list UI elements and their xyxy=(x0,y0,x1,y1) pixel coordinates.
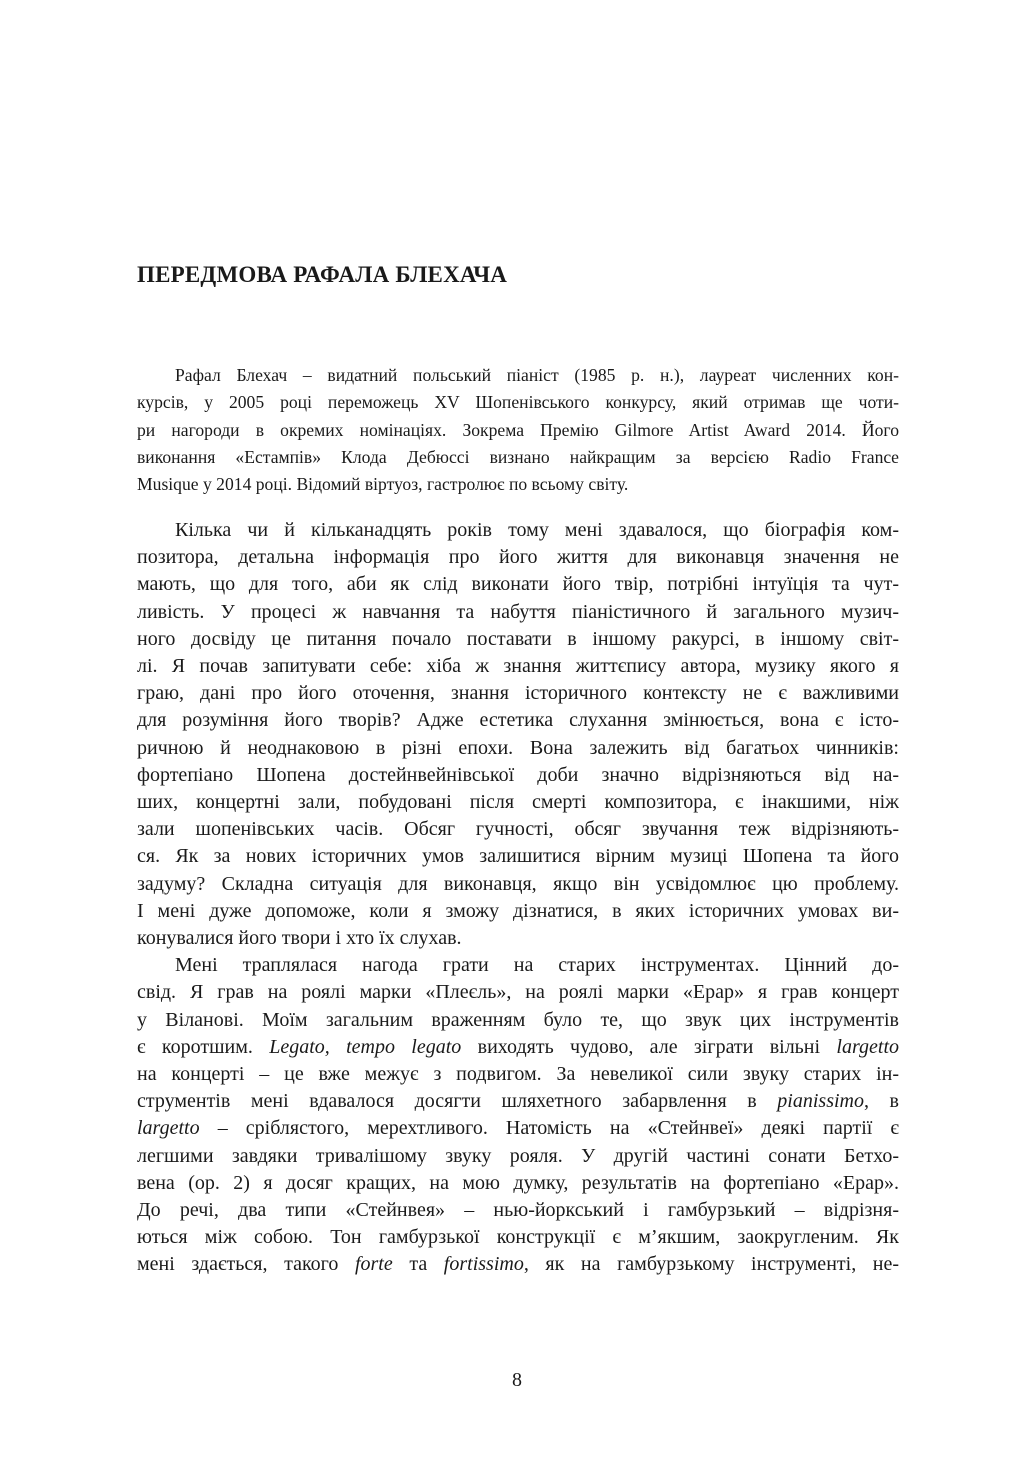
page-number: 8 xyxy=(512,1369,522,1391)
line-segment: мені здається, такого xyxy=(137,1253,339,1276)
text-line xyxy=(137,1115,899,1142)
text-line: ри нагороди в окремих номінаціях. Зокрема Премію Gilmore Artist Award 2014. Його xyxy=(137,419,899,440)
line-segment: та xyxy=(409,1253,428,1276)
italic-term: largetto xyxy=(137,1117,200,1140)
text-line: позитора, детальна інформація про його життя для виконавця значення не xyxy=(137,546,899,569)
text-line xyxy=(137,1034,899,1061)
text-line: Мені траплялася нагода грати на старих інструментах. Цінний до- xyxy=(175,954,899,977)
text-line: ричною й неоднаковою в різні епохи. Вона залежить від багатьох чинників: xyxy=(137,736,899,759)
intro-paragraph xyxy=(137,362,899,498)
line-segment: виходять чудово, але зіграти вільні xyxy=(477,1035,821,1058)
text-line: фортепіано Шопена достейнвейнівської доби значно відрізняються від на- xyxy=(137,763,899,786)
main-text xyxy=(137,517,899,1279)
text-line: До речі, два типи «Стейнвея» – нью-йоркський і гамбурзький – відрізня- xyxy=(137,1199,899,1222)
text-line: Musique у 2014 році. Відомий віртуоз, гастролює по всьому світу. xyxy=(137,474,629,495)
text-line: курсів, у 2005 році переможець XV Шопенівського конкурсу, який отримав ще чоти- xyxy=(137,392,899,413)
italic-term: fortissimo xyxy=(443,1253,524,1276)
author-intro xyxy=(137,362,899,498)
text-line xyxy=(137,1088,899,1115)
line-segment: струментів мені вдавалося досягти шляхетного забарвлення в xyxy=(137,1090,757,1113)
text-line: вена (ор. 2) я досяг кращих, на мою думку, результатів на фортепіано «Ерар». xyxy=(137,1171,899,1194)
text-line: для розуміння його творів? Адже естетика слухання змінюється, вона є істо- xyxy=(137,709,899,732)
text-line: граю, дані про його оточення, знання історичного контексту не є важливими xyxy=(137,682,899,705)
line-segment: – сріблястого, мерехтливого. Натомість на «Стейнвеї» деякі партії є xyxy=(217,1117,899,1140)
line-segment: , в xyxy=(863,1090,899,1113)
text-line: виконання «Естампів» Клода Дебюссі визнано найкращим за версією Radio France xyxy=(137,446,899,467)
text-line: мають, що для того, аби як слід виконати його твір, потрібні інтуїція та чут- xyxy=(137,573,899,596)
line-segment: , як на гамбурзькому інструменті, не- xyxy=(523,1253,900,1276)
text-line: ших, концертні зали, побудовані після смерті композитора, є інакшими, ніж xyxy=(137,791,899,814)
line-segment: є коротшим. xyxy=(137,1035,253,1058)
chapter-title: ПЕРЕДМОВА РАФАЛА БЛЕХАЧА xyxy=(137,262,508,287)
text-line: задуму? Складна ситуація для виконавця, якщо він усвідомлює цю проблему. xyxy=(137,872,899,895)
italic-term: forte xyxy=(354,1253,393,1276)
text-line: ся. Як за нових історичних умов залишитися вірним музиці Шопена та його xyxy=(137,845,899,868)
text-line: ного досвіду це питання почало поставати в іншому ракурсі, в іншому світ- xyxy=(137,627,899,650)
text-line: ються між собою. Тон гамбурзької конструкції є м’якшим, заокругленим. Як xyxy=(137,1226,899,1249)
text-line: конувалися його твори і хто їх слухав. xyxy=(137,927,462,950)
text-line xyxy=(137,1251,899,1278)
text-line: ливість. У процесі ж навчання та набуття піаністичного й загального музич- xyxy=(137,600,899,623)
text-line: Рафал Блехач – видатний польський піаніст (1985 р. н.), лауреат численних кон- xyxy=(175,365,899,385)
italic-term: pianissimo xyxy=(777,1090,864,1113)
paragraph-2 xyxy=(137,952,899,1278)
text-line: лі. Я почав запитувати себе: хіба ж знання життєпису автора, музику якого я xyxy=(137,655,899,678)
text-line: І мені дуже допоможе, коли я зможу дізнатися, в яких історичних умовах ви- xyxy=(137,899,899,922)
text-line: на концерті – це вже межує з подвигом. За невеликої сили звуку старих ін- xyxy=(137,1063,899,1086)
text-line: легшими завдяки тривалішому звуку рояля. У другій частині сонати Бетхо- xyxy=(137,1144,899,1167)
text-line: Кілька чи й кільканадцять років тому мені здавалося, що біографія ком- xyxy=(175,519,899,541)
italic-term: Legato, tempo legato xyxy=(269,1035,462,1058)
text-line: свід. Я грав на роялі марки «Плеєль», на роялі марки «Ерар» я грав концерт xyxy=(137,981,899,1004)
paragraph-1 xyxy=(137,517,899,952)
text-line: зали шопенівських часів. Обсяг гучності, обсяг звучання теж відрізняють- xyxy=(137,818,899,841)
italic-term: largetto xyxy=(836,1035,900,1058)
text-line: у Віланові. Моїм загальним враженням було те, що звук цих інструментів xyxy=(137,1008,899,1031)
